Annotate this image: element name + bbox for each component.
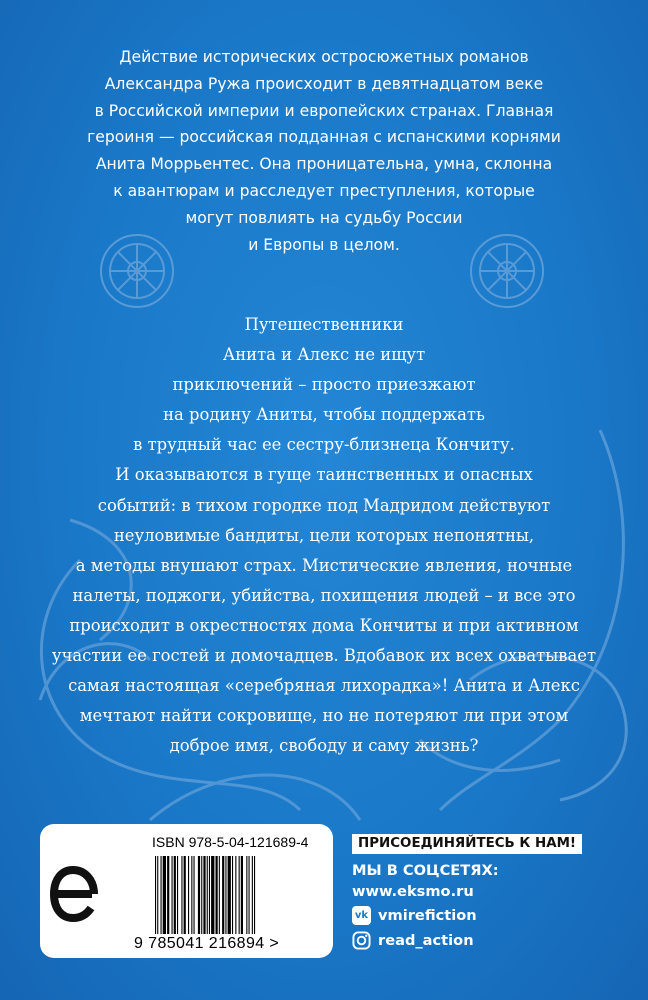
intro-line: Анита Моррьентес. Она проницательна, умна, склонна bbox=[95, 155, 553, 174]
barcode-bar bbox=[219, 856, 220, 934]
barcode-bar bbox=[157, 856, 158, 934]
barcode bbox=[153, 856, 311, 934]
intro-line: Александра Ружа происходит в девятнадцатом веке bbox=[104, 74, 544, 93]
synopsis-line: налеты, поджоги, убийства, похищения людей – и все это bbox=[72, 585, 576, 605]
join-us-banner: ПРИСОЕДИНЯЙТЕСЬ К НАМ! bbox=[352, 834, 582, 854]
barcode-bar bbox=[211, 856, 214, 934]
synopsis-line: в трудный час ее сестру-близнеца Кончиту. bbox=[133, 435, 515, 455]
vk-handle: vmirefiction bbox=[378, 907, 477, 924]
barcode-bar bbox=[203, 856, 205, 934]
barcode-bar bbox=[201, 856, 202, 934]
vk-link[interactable] bbox=[352, 906, 562, 925]
barcode-bar bbox=[222, 856, 224, 934]
instagram-icon bbox=[352, 931, 371, 950]
barcode-bar bbox=[239, 856, 240, 934]
barcode-bar bbox=[194, 856, 195, 934]
barcode-bar bbox=[235, 856, 236, 934]
barcode-bar bbox=[181, 856, 182, 934]
synopsis-line: Анита и Алекс не ищут bbox=[222, 345, 426, 365]
synopsis-line: самая настоящая «серебряная лихорадка»! Анита и Алекс bbox=[68, 676, 580, 696]
synopsis-line: участии ее гостей и домочадцев. Вдобавок их всех охватывает bbox=[51, 646, 597, 666]
instagram-link[interactable] bbox=[352, 931, 562, 950]
barcode-bar bbox=[174, 856, 176, 934]
synopsis-line: приключений – просто приезжают bbox=[172, 375, 476, 395]
barcode-bar bbox=[167, 856, 169, 934]
intro-line: героиня — российская подданная с испанскими корнями bbox=[87, 128, 561, 147]
barcode-bar bbox=[155, 856, 156, 934]
barcode-bar bbox=[172, 856, 173, 934]
barcode-digits: 9 785041 216894 > bbox=[134, 935, 280, 952]
synopsis-line: а методы внушают страх. Мистические явления, ночные bbox=[75, 555, 573, 575]
eksmo-logo-icon bbox=[50, 864, 100, 924]
barcode-bar bbox=[188, 856, 189, 934]
social-heading: МЫ В СОЦСЕТЯХ: bbox=[352, 862, 499, 879]
barcode-bar bbox=[177, 856, 178, 934]
barcode-bar bbox=[163, 856, 166, 934]
instagram-handle: read_action bbox=[378, 932, 474, 949]
barcode-bar bbox=[232, 856, 233, 934]
intro-line: могут повлиять на судьбу России bbox=[185, 208, 463, 227]
barcode-bar bbox=[209, 856, 210, 934]
synopsis-line: Путешественники bbox=[244, 315, 404, 334]
barcode-bar bbox=[198, 856, 200, 934]
barcode-bar bbox=[216, 856, 218, 934]
barcode-bar bbox=[246, 856, 247, 934]
barcode-bar bbox=[252, 856, 253, 934]
barcode-bar bbox=[207, 856, 208, 934]
website-link[interactable]: www.eksmo.ru bbox=[352, 883, 474, 900]
barcode-bar bbox=[254, 856, 255, 934]
vk-icon: vk bbox=[352, 906, 371, 925]
intro-line: к авантюрам и расследует преступления, которые bbox=[113, 181, 535, 200]
barcode-bar bbox=[241, 856, 243, 934]
synopsis-line: на родину Аниты, чтобы поддержать bbox=[163, 405, 485, 425]
social-block bbox=[352, 832, 577, 950]
synopsis-line: И оказываются в гуще таинственных и опасных bbox=[115, 465, 533, 485]
intro-line: в Российской империи и европейских странах. Главная bbox=[94, 101, 554, 120]
synopsis-line: мечтают найти сокровище, но не потеряют ли при этом bbox=[79, 706, 569, 726]
synopsis-line: событий: в тихом городке под Мадридом действуют bbox=[97, 495, 551, 515]
intro-line: Действие исторических остросюжетных романов bbox=[119, 48, 529, 66]
synopsis-line: происходит в окрестностях дома Кончиты и при активном bbox=[69, 615, 579, 635]
synopsis-line: неуловимые бандиты, цели которых непонятны, bbox=[113, 525, 535, 545]
isbn-number: ISBN 978-5-04-121689-4 bbox=[152, 834, 309, 850]
isbn-panel bbox=[40, 824, 333, 958]
intro-line: и Европы в целом. bbox=[248, 235, 400, 254]
barcode-bar bbox=[184, 856, 186, 934]
synopsis-line: доброе имя, свободу и саму жизнь? bbox=[169, 736, 479, 756]
barcode-bar bbox=[228, 856, 231, 934]
barcode-bar bbox=[161, 856, 162, 934]
barcode-bar bbox=[225, 856, 226, 934]
book-synopsis bbox=[50, 310, 598, 761]
barcode-bar bbox=[249, 856, 250, 934]
barcode-bar bbox=[191, 856, 192, 934]
series-description bbox=[60, 44, 588, 258]
